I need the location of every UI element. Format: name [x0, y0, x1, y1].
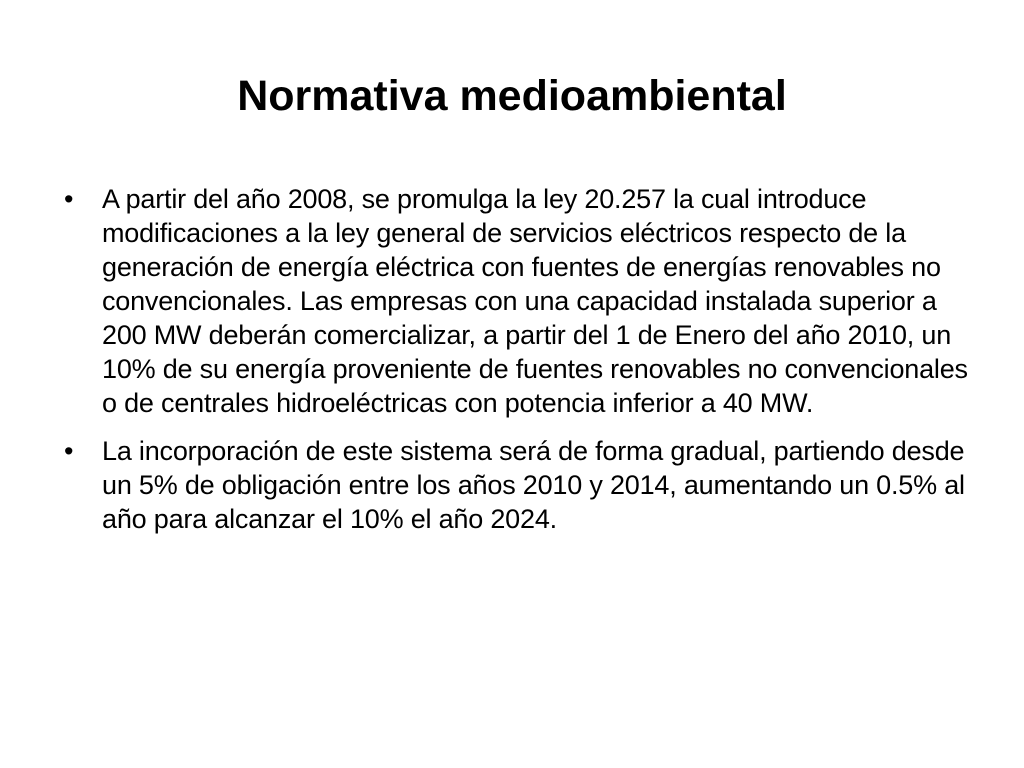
bullet-item-2	[58, 434, 978, 536]
bullet-list	[58, 182, 978, 550]
slide-title: Normativa medioambiental	[237, 72, 787, 120]
bullet-item-1	[58, 182, 978, 420]
bullet-text-2: La incorporación de este sistema será de forma gradual, partiendo desde un 5% de obligación entre los años 2010 y 2014, aumentando un 0.5% al año para alcanzar el 10% el año 2024.	[102, 436, 965, 534]
bullet-dot-icon: •	[64, 436, 74, 466]
bullet-text-1: A partir del año 2008, se promulga la ley 20.257 la cual introduce modificaciones a la ley general de servicios eléctricos respecto de la generación de energía eléctrica con fuentes de energías renovables no convencionales. Las empresas con una capacidad instalada superior a 200 MW deberán comercializar, a partir del 1 de Enero del año 2010, un 10% de su energía proveniente de fuentes renovables no convencionales o de centrales hidroeléctricas con potencia inferior a 40 MW.	[102, 184, 968, 418]
bullet-dot-icon: •	[64, 184, 74, 214]
